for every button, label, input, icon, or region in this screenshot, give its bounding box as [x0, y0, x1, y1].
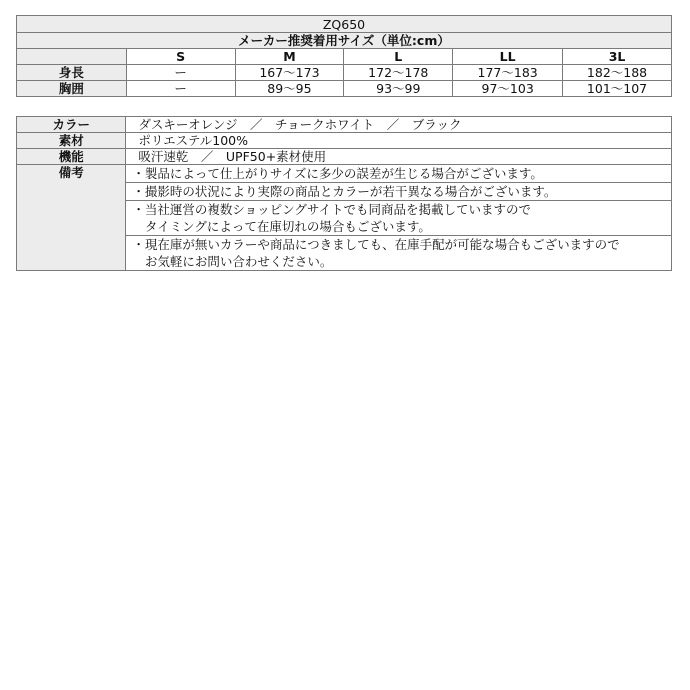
chest-l: 93〜99 — [344, 81, 453, 97]
note-item — [126, 165, 672, 183]
color-label: カラー — [17, 117, 126, 133]
size-header-ll: LL — [453, 49, 563, 65]
size-header-s: S — [126, 49, 235, 65]
chest-label: 胸囲 — [17, 81, 127, 97]
note-line: お気軽にお問い合わせください。 — [132, 254, 333, 269]
chest-row — [17, 81, 672, 97]
size-header-l: L — [344, 49, 453, 65]
material-value: ポリエステル100% — [126, 133, 672, 149]
chest-m: 89〜95 — [235, 81, 344, 97]
size-header-corner — [17, 49, 127, 65]
size-header-row — [17, 49, 672, 65]
height-3l: 182〜188 — [563, 65, 672, 81]
chest-s: ー — [126, 81, 235, 97]
note-item — [126, 183, 672, 201]
function-label: 機能 — [17, 149, 126, 165]
size-chart-table — [16, 15, 672, 97]
color-value: ダスキーオレンジ ／ チョークホワイト ／ ブラック — [126, 117, 672, 133]
function-row — [17, 149, 672, 165]
notes-label: 備考 — [17, 165, 126, 271]
color-row — [17, 117, 672, 133]
chest-ll: 97〜103 — [453, 81, 563, 97]
size-chart-subtitle-row — [17, 33, 672, 49]
height-label: 身長 — [17, 65, 127, 81]
function-value: 吸汗速乾 ／ UPF50+素材使用 — [126, 149, 672, 165]
chest-3l: 101〜107 — [563, 81, 672, 97]
material-label: 素材 — [17, 133, 126, 149]
size-chart-title-row — [17, 16, 672, 33]
height-ll: 177〜183 — [453, 65, 563, 81]
size-header-m: M — [235, 49, 344, 65]
height-l: 172〜178 — [344, 65, 453, 81]
height-row — [17, 65, 672, 81]
height-m: 167〜173 — [235, 65, 344, 81]
size-header-3l: 3L — [563, 49, 672, 65]
material-row — [17, 133, 672, 149]
note-line: ・撮影時の状況により実際の商品とカラーが若干異なる場合がございます。 — [132, 184, 557, 199]
height-s: ー — [126, 65, 235, 81]
note-line: ・製品によって仕上がりサイズに多少の誤差が生じる場合がございます。 — [132, 166, 543, 181]
size-chart-subtitle: メーカー推奨着用サイズ（単位:cm） — [17, 33, 672, 49]
note-item — [126, 236, 672, 271]
note-line: タイミングによって在庫切れの場合もございます。 — [132, 219, 431, 234]
note-line: ・現在庫が無いカラーや商品につきましても、在庫手配が可能な場合もございますので — [132, 237, 620, 252]
model-number: ZQ650 — [17, 16, 672, 33]
note-item — [126, 201, 672, 236]
note-line: ・当社運営の複数ショッピングサイトでも同商品を掲載していますので — [132, 202, 532, 217]
spec-table — [16, 116, 672, 271]
notes-row-1 — [17, 165, 672, 183]
